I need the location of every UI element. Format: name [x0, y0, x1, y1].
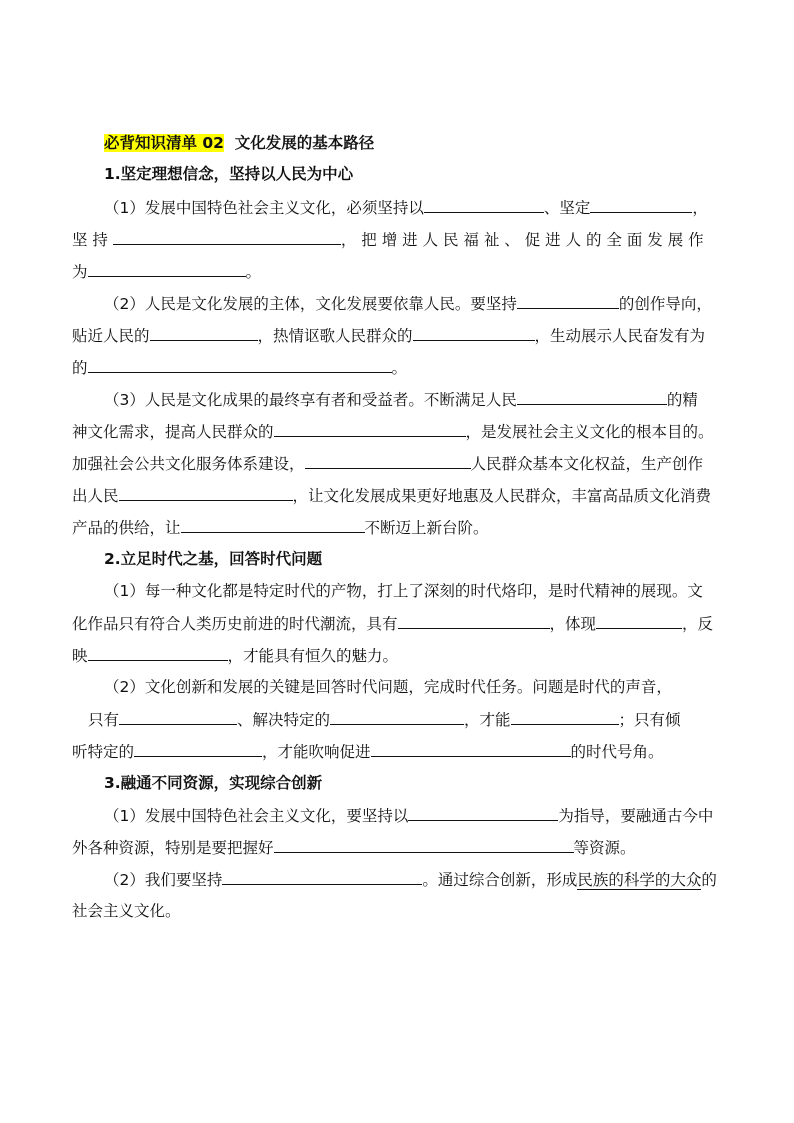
fill-blank[interactable]: [398, 612, 550, 629]
text-fragment: 的创作导向，: [618, 295, 712, 313]
fill-blank[interactable]: [88, 260, 246, 277]
s3-p1-line2: [72, 836, 732, 859]
fill-blank[interactable]: [413, 324, 535, 341]
s2-p2-line1: （2）文化创新和发展的关键是回答时代问题，完成时代任务。问题是时代的声音，: [104, 678, 672, 696]
s3-p2-line2: 社会主义文化。: [72, 902, 181, 920]
fill-blank[interactable]: [119, 708, 237, 725]
text-fragment: 映: [72, 647, 88, 665]
text-fragment: 等资源。: [573, 839, 636, 857]
s2-p1-line1: （1）每一种文化都是特定时代的产物，打上了深刻的时代烙印，是时代精神的展现。文: [104, 582, 703, 600]
text-fragment: 人民群众基本文化权益，生产创作: [470, 455, 704, 473]
section-heading-1: 1.坚定理想信念，坚持以人民为中心: [104, 165, 354, 183]
text-fragment: 、解决特定的: [237, 711, 331, 729]
text-fragment: 。: [245, 263, 262, 281]
text-fragment: 产品的供给，让: [72, 519, 181, 537]
text-fragment: 贴近人民的: [72, 327, 150, 345]
fill-blank[interactable]: [305, 452, 471, 469]
text-fragment: 。通过综合创新，形成: [422, 871, 578, 889]
text-fragment: 加强社会公共文化服务体系建设，: [72, 455, 305, 473]
text-fragment: ， 把 增 进 人 民 福 祉 、 促 进 人 的 全 面 发 展 作: [340, 231, 704, 249]
text-fragment: ，才能具有恒久的魅力。: [227, 647, 399, 665]
fill-blank[interactable]: [181, 516, 365, 533]
text-fragment: 为: [72, 263, 88, 281]
section-heading-3: 3.融通不同资源，实现综合创新: [104, 774, 323, 792]
s3-p2-line1: [104, 868, 764, 891]
text-fragment: ，: [692, 199, 708, 217]
text-fragment: 的时代号角。: [570, 743, 664, 761]
s1-p3-line2: [72, 420, 732, 443]
text-fragment: ，反: [682, 615, 714, 633]
text-fragment: （1）发展中国特色社会主义文化，要坚持以: [104, 807, 409, 825]
fill-blank[interactable]: [408, 804, 558, 821]
text-fragment: ，才能吹响促进: [262, 743, 371, 761]
text-fragment: ，热情讴歌人民群众的: [257, 327, 413, 345]
text-fragment: 不断迈上新台阶。: [364, 519, 489, 537]
s1-p1-line1: [104, 196, 764, 219]
s1-p2-line1: [104, 292, 764, 315]
text-fragment: ，生动展示人民奋发有为: [534, 327, 706, 345]
fill-blank[interactable]: [150, 324, 258, 341]
fill-blank[interactable]: [113, 228, 341, 245]
text-fragment: 出人民: [72, 487, 119, 505]
text-fragment: ，体现: [549, 615, 597, 633]
underlined-phrase: 民族的科学的大众: [577, 871, 702, 889]
text-fragment: 的精: [666, 391, 698, 409]
text-fragment: 为指导，要融通古今中: [558, 807, 714, 825]
text-fragment: 的: [72, 359, 88, 377]
text-fragment: 坚 持: [72, 231, 108, 249]
text-fragment: 神文化需求，提高人民群众的: [72, 423, 274, 441]
title-highlight: 必背知识清单 02: [104, 134, 224, 152]
section-heading-2: 2.立足时代之基，回答时代问题: [104, 550, 323, 568]
fill-blank[interactable]: [274, 420, 466, 437]
page-title: [104, 132, 764, 154]
fill-blank[interactable]: [371, 740, 571, 757]
s2-p1-line3: [72, 644, 732, 667]
fill-blank[interactable]: [517, 388, 667, 405]
title-text: 文化发展的基本路径: [223, 134, 375, 152]
text-fragment: 的: [701, 871, 717, 889]
text-fragment: ，让文化发展成果更好地惠及人民群众，丰富高品质文化消费: [292, 487, 712, 505]
fill-blank[interactable]: [88, 644, 228, 661]
s2-p2-line3: [72, 740, 732, 763]
s1-p1-line2: [72, 228, 732, 251]
s1-p3-line3: [72, 452, 732, 475]
s3-p1-line1: [104, 804, 764, 827]
s2-p1-line2: [72, 612, 732, 635]
text-fragment: ，才能: [464, 711, 511, 729]
text-fragment: （2）人民是文化发展的主体，文化发展要依靠人民。要坚持: [104, 295, 517, 313]
fill-blank[interactable]: [511, 708, 619, 725]
text-fragment: （3）人民是文化成果的最终享有者和受益者。不断满足人民: [104, 391, 517, 409]
fill-blank[interactable]: [134, 740, 262, 757]
text-fragment: 。: [391, 359, 408, 377]
s2-p2-line2: [88, 708, 748, 731]
fill-blank[interactable]: [590, 196, 692, 213]
text-fragment: 、坚定: [543, 199, 591, 217]
s1-p3-line5: [72, 516, 732, 539]
text-fragment: （1）发展中国特色社会主义文化，必须坚持以: [104, 199, 424, 217]
fill-blank[interactable]: [222, 868, 422, 885]
fill-blank[interactable]: [517, 292, 619, 309]
text-fragment: 外各种资源，特别是要把握好: [72, 839, 274, 857]
text-fragment: 只有: [88, 711, 120, 729]
text-fragment: 化作品只有符合人类历史前进的时代潮流，具有: [72, 615, 398, 633]
s1-p3-line1: [104, 388, 764, 411]
s1-p2-line3: [72, 356, 732, 379]
text-fragment: ，是发展社会主义文化的根本目的。: [465, 423, 714, 441]
s1-p2-line2: [72, 324, 732, 347]
fill-blank[interactable]: [88, 356, 392, 373]
fill-blank[interactable]: [119, 484, 293, 501]
s1-p3-line4: [72, 484, 732, 507]
s1-p1-line3: [72, 260, 732, 283]
fill-blank[interactable]: [330, 708, 464, 725]
text-fragment: （2）我们要坚持: [104, 871, 223, 889]
fill-blank[interactable]: [424, 196, 544, 213]
fill-blank[interactable]: [274, 836, 574, 853]
fill-blank[interactable]: [596, 612, 682, 629]
text-fragment: ；只有倾: [618, 711, 681, 729]
text-fragment: 听特定的: [72, 743, 135, 761]
